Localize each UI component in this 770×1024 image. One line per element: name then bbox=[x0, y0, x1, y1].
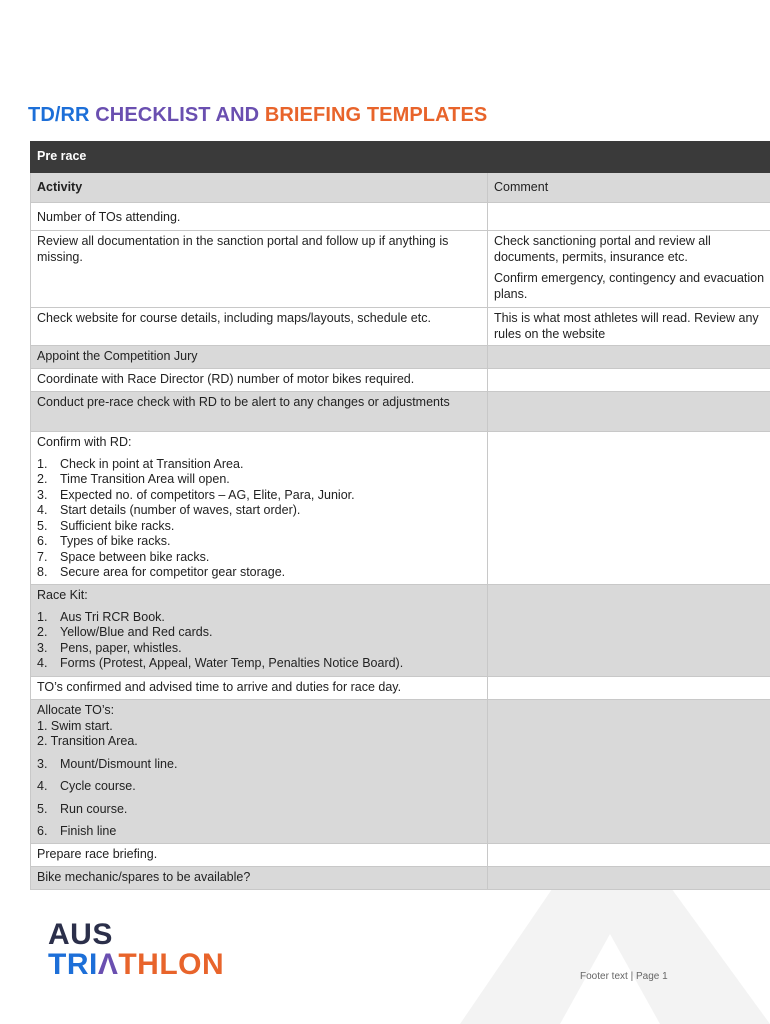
list-item bbox=[37, 656, 481, 672]
table-row bbox=[31, 866, 770, 889]
title-part-2: CHECKLIST AND bbox=[89, 104, 260, 126]
list-item-text: Start details (number of waves, start order). bbox=[60, 503, 301, 517]
aus-triathlon-logo bbox=[48, 920, 224, 980]
comment-paragraph: Check sanctioning portal and review all documents, permits, insurance etc. bbox=[494, 234, 711, 264]
comment-cell: This is what most athletes will read. Review any rules on the website bbox=[488, 308, 770, 346]
numbered-list bbox=[37, 457, 481, 581]
table-row bbox=[31, 585, 770, 677]
table-row bbox=[31, 308, 770, 346]
list-item: 1. Swim start. bbox=[37, 718, 113, 733]
table-row bbox=[31, 677, 770, 700]
table-row bbox=[31, 700, 770, 844]
comment-cell bbox=[488, 203, 770, 231]
logo-line-2 bbox=[48, 950, 224, 980]
table-row bbox=[31, 432, 770, 585]
section-title: Pre race bbox=[31, 142, 488, 173]
list-number: 8. bbox=[37, 565, 48, 579]
list-item-text: Yellow/Blue and Red cards. bbox=[60, 625, 213, 639]
page-footer bbox=[580, 971, 668, 982]
list-number: 2. bbox=[37, 625, 48, 639]
col-comment-header: Comment bbox=[488, 172, 770, 203]
list-item bbox=[37, 472, 481, 488]
activity-cell bbox=[31, 432, 488, 585]
footer-separator: | bbox=[630, 971, 634, 982]
list-number: 1. bbox=[37, 456, 48, 471]
activity-cell: TO’s confirmed and advised time to arrive and duties for race day. bbox=[31, 677, 488, 700]
list-item-text: Run course. bbox=[60, 801, 128, 816]
list-number: 4. bbox=[37, 779, 48, 793]
list-number: 2. bbox=[37, 472, 48, 486]
list-item bbox=[37, 534, 481, 550]
list-number: 5. bbox=[37, 518, 48, 533]
list-item bbox=[37, 519, 481, 535]
list-number: 3. bbox=[37, 640, 48, 655]
list-item bbox=[37, 824, 481, 840]
list-item-text: Expected no. of competitors – AG, Elite, Para, Junior. bbox=[60, 487, 355, 502]
list-number: 4. bbox=[37, 503, 48, 517]
activity-cell: Bike mechanic/spares to be available? bbox=[31, 866, 488, 889]
list-number: 5. bbox=[37, 801, 48, 816]
list-item bbox=[37, 757, 481, 773]
activity-cell: Number of TOs attending. bbox=[31, 203, 488, 231]
list-item-text: Aus Tri RCR Book. bbox=[60, 609, 165, 624]
title-part-3: BRIEFING TEMPLATES bbox=[259, 104, 488, 126]
list-number: 6. bbox=[37, 824, 48, 838]
col-activity-header: Activity bbox=[31, 172, 488, 203]
footer-text: Footer text bbox=[580, 971, 628, 982]
table-row bbox=[31, 369, 770, 392]
activity-cell bbox=[31, 700, 488, 844]
comment-cell bbox=[488, 231, 770, 308]
list-item bbox=[37, 625, 481, 641]
list-item bbox=[37, 802, 481, 818]
list-item-text: Forms (Protest, Appeal, Water Temp, Penalties Notice Board). bbox=[60, 656, 404, 670]
list-item bbox=[37, 503, 481, 519]
logo-tri: TRI bbox=[48, 948, 98, 981]
list-item bbox=[37, 457, 481, 473]
table-row bbox=[31, 392, 770, 432]
list-item bbox=[37, 779, 481, 795]
list-item-text: Check in point at Transition Area. bbox=[60, 456, 244, 471]
list-item-text: Secure area for competitor gear storage. bbox=[60, 565, 286, 579]
list-item bbox=[37, 550, 481, 566]
list-item-text: Space between bike racks. bbox=[60, 549, 210, 564]
list-item-text: Sufficient bike racks. bbox=[60, 518, 175, 533]
activity-cell: Conduct pre-race check with RD to be alert to any changes or adjustments bbox=[31, 392, 488, 432]
table-row bbox=[31, 843, 770, 866]
table-row bbox=[31, 346, 770, 369]
list-number: 7. bbox=[37, 549, 48, 564]
list-heading: Confirm with RD: bbox=[37, 435, 132, 449]
list-number: 3. bbox=[37, 756, 48, 771]
activity-cell: Check website for course details, including maps/layouts, schedule etc. bbox=[31, 308, 488, 346]
list-item bbox=[37, 488, 481, 504]
table-row bbox=[31, 203, 770, 231]
page-title bbox=[28, 104, 487, 127]
list-item-text: Pens, paper, whistles. bbox=[60, 640, 182, 655]
list-number: 3. bbox=[37, 487, 48, 502]
page-number: Page 1 bbox=[635, 971, 668, 982]
activity-cell bbox=[31, 585, 488, 677]
comment-paragraph: Confirm emergency, contingency and evacuation plans. bbox=[494, 271, 765, 301]
list-number: 1. bbox=[37, 609, 48, 624]
list-item bbox=[37, 641, 481, 657]
list-number: 6. bbox=[37, 534, 48, 548]
list-heading: Race Kit: bbox=[37, 588, 88, 602]
list-item: 2. Transition Area. bbox=[37, 734, 138, 748]
list-item bbox=[37, 565, 481, 581]
list-item bbox=[37, 610, 481, 626]
section-header-row bbox=[31, 142, 770, 173]
table-row bbox=[31, 231, 770, 308]
list-heading: Allocate TO’s: bbox=[37, 703, 115, 717]
numbered-list bbox=[37, 610, 481, 672]
activity-cell: Coordinate with Race Director (RD) number of motor bikes required. bbox=[31, 369, 488, 392]
list-item-text: Types of bike racks. bbox=[60, 534, 171, 548]
title-part-1: TD/RR bbox=[28, 104, 90, 126]
logo-a-mark: Ʌ bbox=[97, 948, 119, 981]
list-item-text: Cycle course. bbox=[60, 779, 136, 793]
list-number: 4. bbox=[37, 656, 48, 670]
list-item-text: Finish line bbox=[60, 824, 117, 838]
activity-cell: Prepare race briefing. bbox=[31, 843, 488, 866]
checklist-table bbox=[30, 141, 770, 890]
activity-cell: Review all documentation in the sanction portal and follow up if anything is missing. bbox=[31, 231, 488, 308]
list-item-text: Mount/Dismount line. bbox=[60, 756, 178, 771]
logo-thlon: THLON bbox=[118, 948, 225, 981]
logo-line-1: AUS bbox=[48, 918, 113, 951]
list-item-text: Time Transition Area will open. bbox=[60, 472, 230, 486]
activity-cell: Appoint the Competition Jury bbox=[31, 346, 488, 369]
column-header-row bbox=[31, 172, 770, 203]
